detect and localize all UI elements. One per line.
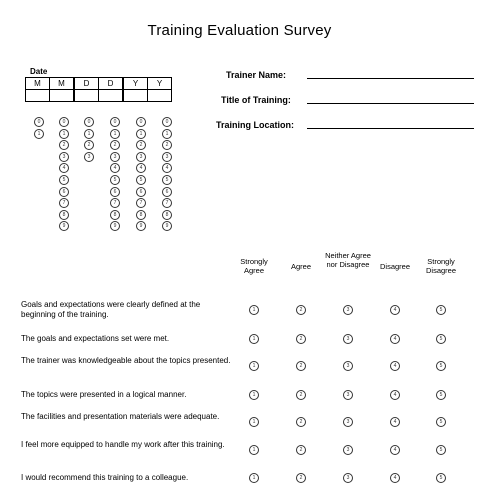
- date-digit-bubble[interactable]: 7: [162, 198, 172, 208]
- date-entry-box[interactable]: [50, 90, 75, 102]
- date-digit-bubble[interactable]: 0: [59, 117, 69, 127]
- rating-bubble[interactable]: 1: [249, 445, 259, 455]
- rating-bubble[interactable]: 2: [296, 390, 306, 400]
- rating-bubble[interactable]: 1: [249, 473, 259, 483]
- date-entry-box[interactable]: [148, 90, 172, 102]
- title-of-training-line[interactable]: [307, 103, 474, 104]
- date-digit-bubble[interactable]: 6: [110, 187, 120, 197]
- date-header-row: [26, 78, 172, 90]
- date-digit-bubble[interactable]: 2: [136, 140, 146, 150]
- date-bubble-column: [136, 117, 146, 233]
- rating-bubble[interactable]: 1: [249, 334, 259, 344]
- question-text: I would recommend this training to a colleague.: [21, 473, 189, 482]
- rating-bubble[interactable]: 2: [296, 473, 306, 483]
- date-digit-bubble[interactable]: 9: [110, 221, 120, 231]
- rating-bubble[interactable]: 3: [343, 305, 353, 315]
- date-digit-bubble[interactable]: 3: [59, 152, 69, 162]
- date-digit-bubble[interactable]: 9: [136, 221, 146, 231]
- date-digit-bubble[interactable]: 2: [110, 140, 120, 150]
- date-digit-bubble[interactable]: 9: [59, 221, 69, 231]
- date-bubble-column: [34, 117, 44, 140]
- trainer-name-label: Trainer Name:: [226, 70, 287, 80]
- date-grid: [25, 77, 172, 102]
- title-of-training-label: Title of Training:: [221, 95, 291, 105]
- date-bubble-column: [162, 117, 172, 233]
- rating-bubble[interactable]: 5: [436, 361, 446, 371]
- date-entry-box[interactable]: [99, 90, 124, 102]
- date-digit-bubble[interactable]: 5: [162, 175, 172, 185]
- date-digit-bubble[interactable]: 8: [162, 210, 172, 220]
- question-text: The facilities and presentation materials were adequate.: [21, 412, 220, 421]
- date-col-header: Y: [148, 78, 172, 90]
- date-digit-bubble[interactable]: 7: [59, 198, 69, 208]
- question-text: The trainer was knowledgeable about the topics presented.: [21, 356, 231, 365]
- rating-bubble[interactable]: 5: [436, 390, 446, 400]
- rating-bubble[interactable]: 5: [436, 417, 446, 427]
- rating-bubble[interactable]: 3: [343, 361, 353, 371]
- date-digit-bubble[interactable]: 6: [59, 187, 69, 197]
- rating-bubble[interactable]: 3: [343, 390, 353, 400]
- rating-bubble[interactable]: 4: [390, 445, 400, 455]
- date-digit-bubble[interactable]: 8: [59, 210, 69, 220]
- date-label: Date: [30, 67, 48, 76]
- date-digit-bubble[interactable]: 4: [136, 163, 146, 173]
- date-digit-bubble[interactable]: 3: [84, 152, 94, 162]
- date-digit-bubble[interactable]: 4: [59, 163, 69, 173]
- page-title: Training Evaluation Survey: [147, 22, 332, 39]
- date-col-header: M: [50, 78, 75, 90]
- date-digit-bubble[interactable]: 4: [110, 163, 120, 173]
- training-location-label: Training Location:: [216, 120, 294, 130]
- date-bubble-column: [110, 117, 120, 233]
- date-entry-box[interactable]: [123, 90, 148, 102]
- question-text: The topics were presented in a logical manner.: [21, 390, 187, 399]
- likert-header: Agree: [290, 262, 311, 271]
- rating-bubble[interactable]: 2: [296, 361, 306, 371]
- date-col-header: M: [26, 78, 50, 90]
- date-col-header: Y: [123, 78, 148, 90]
- date-digit-bubble[interactable]: 1: [34, 129, 44, 139]
- question-text: Goals and expectations were clearly defined at the beginning of the training.: [21, 300, 201, 319]
- date-col-header: D: [99, 78, 124, 90]
- date-bubble-column: [59, 117, 69, 233]
- date-digit-bubble[interactable]: 3: [136, 152, 146, 162]
- rating-bubble[interactable]: 4: [390, 334, 400, 344]
- date-digit-bubble[interactable]: 9: [162, 221, 172, 231]
- date-digit-bubble[interactable]: 2: [84, 140, 94, 150]
- likert-header: Strongly Agree: [240, 257, 268, 275]
- rating-bubble[interactable]: 5: [436, 334, 446, 344]
- date-digit-bubble[interactable]: 0: [162, 117, 172, 127]
- rating-bubble[interactable]: 5: [436, 473, 446, 483]
- rating-bubble[interactable]: 2: [296, 334, 306, 344]
- rating-bubble[interactable]: 4: [390, 305, 400, 315]
- date-digit-bubble[interactable]: 8: [136, 210, 146, 220]
- date-digit-bubble[interactable]: 3: [110, 152, 120, 162]
- date-digit-bubble[interactable]: 6: [136, 187, 146, 197]
- date-entry-box[interactable]: [74, 90, 99, 102]
- date-digit-bubble[interactable]: 2: [162, 140, 172, 150]
- date-digit-bubble[interactable]: 5: [59, 175, 69, 185]
- rating-bubble[interactable]: 1: [249, 305, 259, 315]
- rating-bubble[interactable]: 1: [249, 417, 259, 427]
- rating-bubble[interactable]: 5: [436, 305, 446, 315]
- rating-bubble[interactable]: 4: [390, 417, 400, 427]
- likert-header: Neither Agree nor Disagree: [325, 251, 371, 269]
- date-bubble-column: [84, 117, 94, 163]
- rating-bubble[interactable]: 2: [296, 417, 306, 427]
- date-digit-bubble[interactable]: 1: [136, 129, 146, 139]
- date-digit-bubble[interactable]: 5: [136, 175, 146, 185]
- date-col-header: D: [74, 78, 99, 90]
- rating-bubble[interactable]: 3: [343, 473, 353, 483]
- date-digit-bubble[interactable]: 0: [110, 117, 120, 127]
- date-digit-bubble[interactable]: 5: [110, 175, 120, 185]
- date-digit-bubble[interactable]: 7: [136, 198, 146, 208]
- date-digit-bubble[interactable]: 0: [34, 117, 44, 127]
- date-digit-bubble[interactable]: 0: [84, 117, 94, 127]
- date-digit-bubble[interactable]: 0: [136, 117, 146, 127]
- date-digit-bubble[interactable]: 1: [110, 129, 120, 139]
- trainer-name-line[interactable]: [307, 78, 474, 79]
- rating-bubble[interactable]: 3: [343, 417, 353, 427]
- date-digit-bubble[interactable]: 3: [162, 152, 172, 162]
- likert-header: Strongly Disagree: [425, 257, 456, 275]
- rating-bubble[interactable]: 4: [390, 473, 400, 483]
- question-text: I feel more equipped to handle my work after this training.: [21, 440, 225, 449]
- question-text: The goals and expectations set were met.: [21, 334, 170, 343]
- date-digit-bubble[interactable]: 4: [162, 163, 172, 173]
- date-entry-row: [26, 90, 172, 102]
- rating-bubble[interactable]: 1: [249, 361, 259, 371]
- rating-bubble[interactable]: 1: [249, 390, 259, 400]
- rating-bubble[interactable]: 4: [390, 361, 400, 371]
- rating-bubble[interactable]: 5: [436, 445, 446, 455]
- date-digit-bubble[interactable]: 2: [59, 140, 69, 150]
- training-location-line[interactable]: [307, 128, 474, 129]
- rating-bubble[interactable]: 3: [343, 334, 353, 344]
- date-digit-bubble[interactable]: 1: [59, 129, 69, 139]
- rating-bubble[interactable]: 4: [390, 390, 400, 400]
- date-digit-bubble[interactable]: 8: [110, 210, 120, 220]
- date-digit-bubble[interactable]: 1: [84, 129, 94, 139]
- rating-bubble[interactable]: 2: [296, 305, 306, 315]
- likert-header: Disagree: [379, 262, 410, 271]
- rating-bubble[interactable]: 3: [343, 445, 353, 455]
- date-entry-box[interactable]: [26, 90, 50, 102]
- date-digit-bubble[interactable]: 7: [110, 198, 120, 208]
- rating-bubble[interactable]: 2: [296, 445, 306, 455]
- date-digit-bubble[interactable]: 6: [162, 187, 172, 197]
- date-digit-bubble[interactable]: 1: [162, 129, 172, 139]
